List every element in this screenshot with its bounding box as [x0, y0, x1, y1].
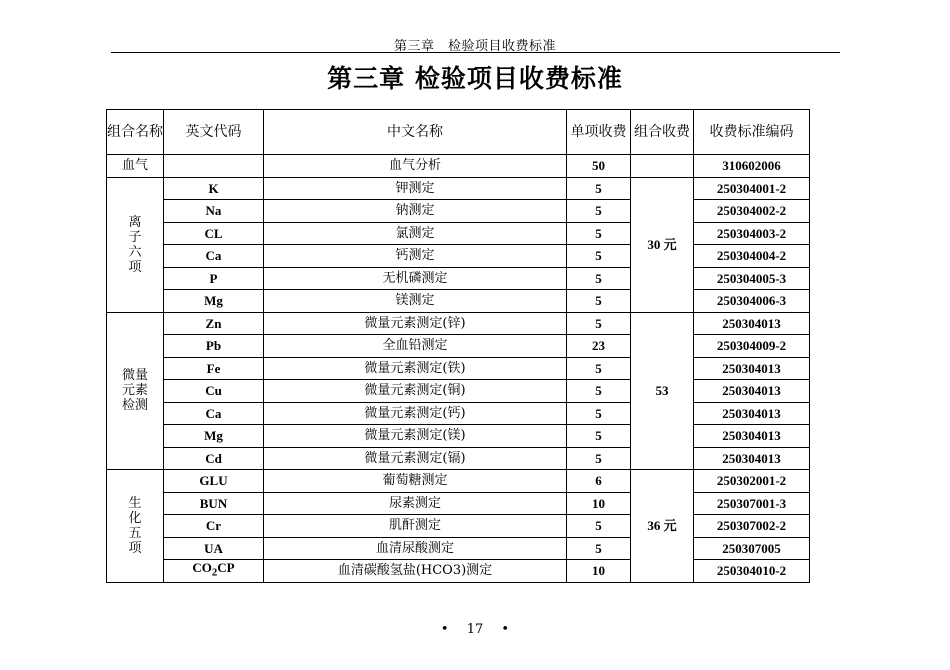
- english-code-cell: Mg: [164, 290, 264, 313]
- chinese-name-cell: 微量元素测定(钙): [264, 402, 567, 425]
- group-name-line: 化: [128, 510, 142, 526]
- footer-bullet-left: •: [440, 622, 449, 637]
- table-row: [107, 245, 810, 268]
- table-row: [107, 470, 810, 493]
- fee-code-cell: 250304013: [694, 425, 810, 448]
- single-fee-cell: 23: [567, 335, 631, 358]
- chinese-name-cell: 血清尿酸测定: [264, 537, 567, 560]
- table-row: [107, 200, 810, 223]
- fee-code-cell: 250304013: [694, 447, 810, 470]
- chinese-name-cell: 钠测定: [264, 200, 567, 223]
- single-fee-cell: 5: [567, 357, 631, 380]
- chinese-name-cell: 微量元素测定(铜): [264, 380, 567, 403]
- group-name-line: 六: [128, 244, 142, 260]
- fee-code-cell: 250307002-2: [694, 515, 810, 538]
- group-name-line: 元素: [121, 383, 148, 399]
- english-code-cell: CL: [164, 222, 264, 245]
- english-code-cell: Pb: [164, 335, 264, 358]
- group-fee-cell: 30 元: [631, 177, 694, 312]
- english-code-cell: $CO_2CP$: [164, 560, 264, 583]
- single-fee-cell: 5: [567, 245, 631, 268]
- table-row: [107, 447, 810, 470]
- blood-gas-group-name: 血气: [107, 155, 164, 178]
- fee-code-cell: 250304010-2: [694, 560, 810, 583]
- english-code-cell: Cu: [164, 380, 264, 403]
- chinese-name-cell: 肌酐测定: [264, 515, 567, 538]
- table-row: [107, 177, 810, 200]
- group-name-line: 项: [128, 540, 142, 556]
- english-code-cell: K: [164, 177, 264, 200]
- blood-gas-single-fee: 50: [567, 155, 631, 178]
- single-fee-cell: 5: [567, 267, 631, 290]
- english-code-cell: UA: [164, 537, 264, 560]
- single-fee-cell: 10: [567, 492, 631, 515]
- table-row: [107, 290, 810, 313]
- table-row: [107, 357, 810, 380]
- fee-code-cell: 250304002-2: [694, 200, 810, 223]
- table-row: [107, 425, 810, 448]
- page-title: 第三章 检验项目收费标准: [327, 64, 623, 93]
- group-name-line: 五: [128, 525, 142, 541]
- chinese-name-cell: 钙测定: [264, 245, 567, 268]
- fee-code-cell: 250304006-3: [694, 290, 810, 313]
- chinese-name-cell: 钾测定: [264, 177, 567, 200]
- fee-code-cell: 250304005-3: [694, 267, 810, 290]
- english-code-cell: Ca: [164, 402, 264, 425]
- page-footer: [0, 622, 950, 637]
- english-code-cell: Zn: [164, 312, 264, 335]
- column-header-english-code: 英文代码: [164, 110, 264, 155]
- english-code-cell: Fe: [164, 357, 264, 380]
- chinese-name-cell: 微量元素测定(镁): [264, 425, 567, 448]
- header-rule: [111, 52, 840, 53]
- fee-code-cell: 250304013: [694, 357, 810, 380]
- chinese-name-cell: 无机磷测定: [264, 267, 567, 290]
- blood-gas-chinese-name: 血气分析: [264, 155, 567, 178]
- column-header-chinese-name: 中文名称: [264, 110, 567, 155]
- single-fee-cell: 5: [567, 447, 631, 470]
- table-row: [107, 537, 810, 560]
- table-row: [107, 402, 810, 425]
- table-row: [107, 222, 810, 245]
- table-row: [107, 267, 810, 290]
- english-code-cell: Na: [164, 200, 264, 223]
- column-header-group-name: 组合名称: [107, 110, 164, 155]
- table-row: [107, 312, 810, 335]
- english-code-cell: Mg: [164, 425, 264, 448]
- fee-code-cell: 250307005: [694, 537, 810, 560]
- fee-code-cell: 250304001-2: [694, 177, 810, 200]
- group-name-line: 生: [128, 495, 142, 511]
- chinese-name-cell: 微量元素测定(锌): [264, 312, 567, 335]
- blood-gas-english-code: [164, 155, 264, 178]
- group-name-cell: [107, 177, 164, 312]
- single-fee-cell: 5: [567, 222, 631, 245]
- table-row: [107, 492, 810, 515]
- group-fee-cell: 36 元: [631, 470, 694, 583]
- fee-table: [106, 109, 810, 583]
- single-fee-cell: 5: [567, 200, 631, 223]
- table-row-blood-gas: [107, 155, 810, 178]
- single-fee-cell: 5: [567, 402, 631, 425]
- chinese-name-cell: 微量元素测定(铁): [264, 357, 567, 380]
- fee-code-cell: 250307001-3: [694, 492, 810, 515]
- english-code-cell: Ca: [164, 245, 264, 268]
- english-code-cell: Cr: [164, 515, 264, 538]
- english-code-cell: Cd: [164, 447, 264, 470]
- single-fee-cell: 5: [567, 537, 631, 560]
- group-name-line: 微量: [121, 368, 148, 384]
- table-header-row: [107, 110, 810, 155]
- single-fee-cell: 5: [567, 425, 631, 448]
- group-name-line: 项: [128, 259, 142, 275]
- english-code-cell: BUN: [164, 492, 264, 515]
- blood-gas-group-fee: [631, 155, 694, 178]
- group-name-line: 子: [128, 229, 142, 245]
- fee-code-cell: 250304013: [694, 402, 810, 425]
- group-name-cell: [107, 312, 164, 470]
- chinese-name-cell: 氯测定: [264, 222, 567, 245]
- column-header-group-fee: 组合收费: [631, 110, 694, 155]
- single-fee-cell: 5: [567, 515, 631, 538]
- subscript-2: 2: [211, 567, 218, 580]
- group-name-line: 离: [128, 214, 142, 230]
- english-code-cell: P: [164, 267, 264, 290]
- fee-code-cell: 250304003-2: [694, 222, 810, 245]
- page-number: 17: [466, 622, 484, 637]
- chinese-name-cell: 血清碳酸氢盐(HCO3)测定: [264, 560, 567, 583]
- blood-gas-fee-code: 310602006: [694, 155, 810, 178]
- chinese-name-cell: 全血铅测定: [264, 335, 567, 358]
- fee-code-cell: 250304009-2: [694, 335, 810, 358]
- fee-code-cell: 250304004-2: [694, 245, 810, 268]
- english-code-cell: GLU: [164, 470, 264, 493]
- table-row: [107, 380, 810, 403]
- table-row: [107, 560, 810, 583]
- fee-code-cell: 250304013: [694, 312, 810, 335]
- group-name-line: 检测: [121, 398, 148, 414]
- single-fee-cell: 5: [567, 290, 631, 313]
- chinese-name-cell: 尿素测定: [264, 492, 567, 515]
- single-fee-cell: 6: [567, 470, 631, 493]
- chinese-name-cell: 镁测定: [264, 290, 567, 313]
- table-row: [107, 515, 810, 538]
- fee-code-cell: 250302001-2: [694, 470, 810, 493]
- chinese-name-cell: 葡萄糖测定: [264, 470, 567, 493]
- column-header-single-fee: 单项收费: [567, 110, 631, 155]
- column-header-fee-code: 收费标准编码: [694, 110, 810, 155]
- single-fee-cell: 10: [567, 560, 631, 583]
- table-row: [107, 335, 810, 358]
- single-fee-cell: 5: [567, 312, 631, 335]
- single-fee-cell: 5: [567, 380, 631, 403]
- chinese-name-cell: 微量元素测定(镉): [264, 447, 567, 470]
- fee-code-cell: 250304013: [694, 380, 810, 403]
- footer-bullet-right: •: [501, 622, 510, 637]
- group-name-cell: [107, 470, 164, 583]
- running-header: 第三章 检验项目收费标准: [393, 39, 556, 54]
- single-fee-cell: 5: [567, 177, 631, 200]
- group-fee-cell: 53: [631, 312, 694, 470]
